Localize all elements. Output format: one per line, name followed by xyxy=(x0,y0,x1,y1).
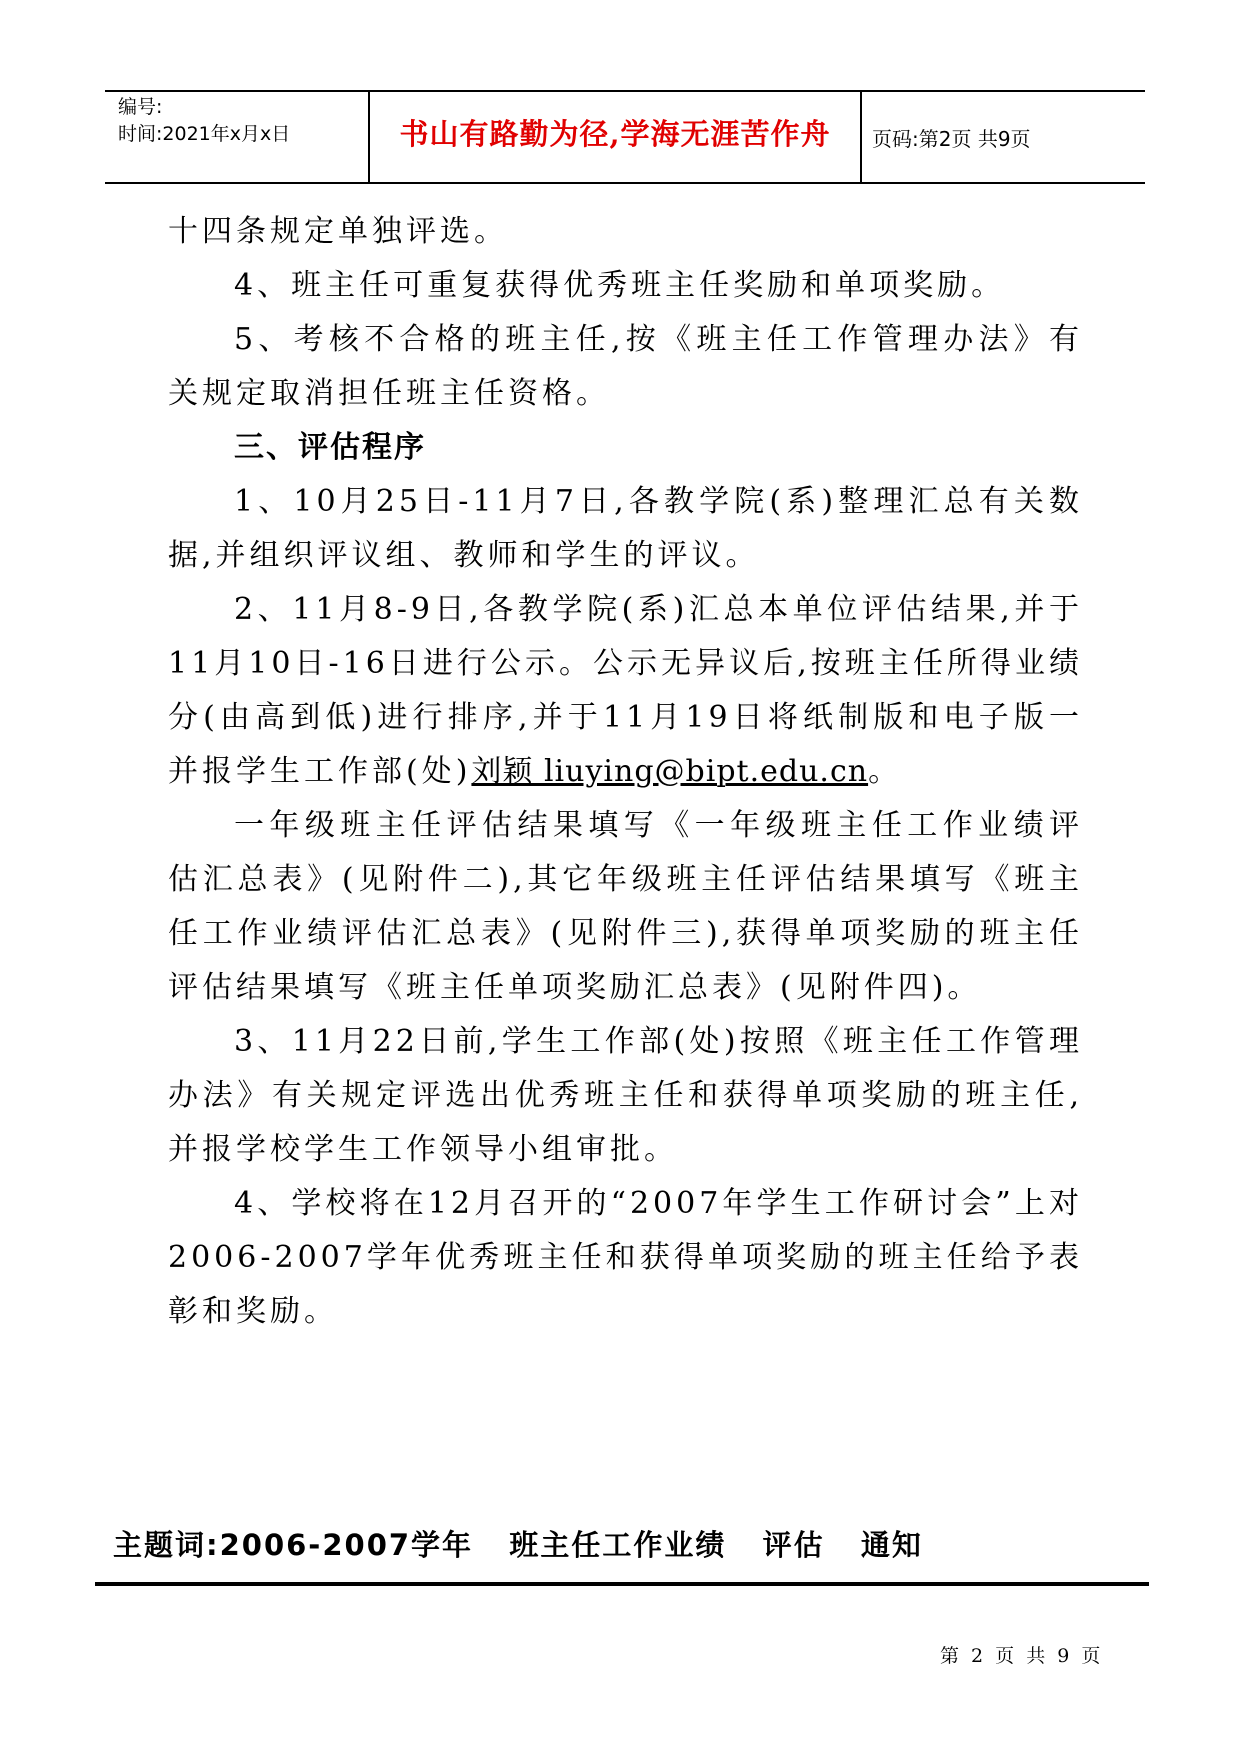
footer-page-number: 第 2 页 共 9 页 xyxy=(940,1645,1104,1667)
header-divider-right xyxy=(860,90,862,184)
section-heading: 三、评估程序 xyxy=(234,430,426,465)
paragraph: 十四条规定单独评选。 xyxy=(168,214,508,249)
header-page-number: 页码:第2页 共9页 xyxy=(872,127,1031,151)
paragraph: 5、考核不合格的班主任,按《班主任工作管理办法》有关规定取消担任班主任资格。 xyxy=(168,322,1083,411)
header-info xyxy=(118,94,290,148)
paragraph: 4、学校将在12月召开的“2007年学生工作研讨会”上对2006-2007学年优秀班主任和获得单项奖励的班主任给予表彰和奖励。 xyxy=(168,1186,1083,1329)
subject-keywords: 主题词:2006-2007学年 班主任工作业绩 评估 通知 xyxy=(113,1528,923,1562)
document-body xyxy=(168,205,1083,1339)
contact-email-link[interactable]: 刘颖 liuying@bipt.edu.cn xyxy=(471,754,869,789)
paragraph-end: 。 xyxy=(868,754,903,789)
subject-rule xyxy=(95,1582,1149,1586)
header-motto: 书山有路勤为径,学海无涯苦作舟 xyxy=(399,117,831,151)
paragraph: 3、11月22日前,学生工作部(处)按照《班主任工作管理办法》有关规定评选出优秀班主任和获得单项奖励的班主任,并报学校学生工作领导小组审批。 xyxy=(168,1024,1083,1167)
header-top-rule xyxy=(105,90,1145,92)
document-number-label: 编号: xyxy=(118,96,163,118)
header-bottom-rule xyxy=(105,182,1145,184)
paragraph: 4、班主任可重复获得优秀班主任奖励和单项奖励。 xyxy=(234,268,1006,303)
document-time-label: 时间:2021年x月x日 xyxy=(118,123,291,145)
paragraph: 1、10月25日-11月7日,各教学院(系)整理汇总有关数据,并组织评议组、教师和学生的评议。 xyxy=(168,484,1083,573)
paragraph: 一年级班主任评估结果填写《一年级班主任工作业绩评估汇总表》(见附件二),其它年级班主任评估结果填写《班主任工作业绩评估汇总表》(见附件三),获得单项奖励的班主任评估结果填写《班主任单项奖励汇总表》(见附件四)。 xyxy=(168,808,1083,1005)
paragraph-text: 2、11月8-9日,各教学院(系)汇总本单位评估结果,并于11月10日-16日进行公示。公示无异议后,按班主任所得业绩分(由高到低)进行排序,并于11月19日将纸制版和电子版一并报学生工作部(处) xyxy=(168,592,1083,789)
paragraph xyxy=(168,583,1083,799)
